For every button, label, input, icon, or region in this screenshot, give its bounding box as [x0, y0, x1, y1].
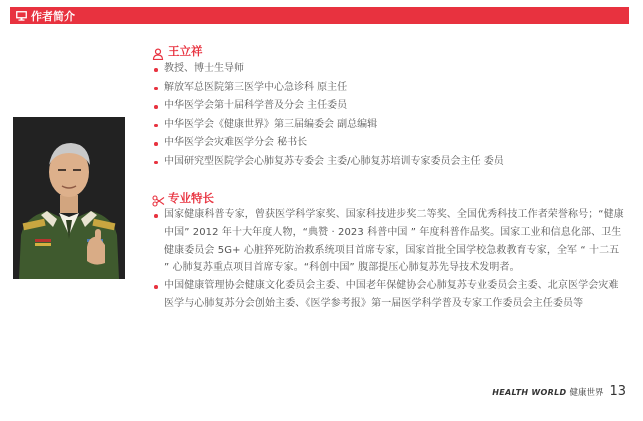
specialty-heading: [152, 190, 214, 206]
specialty-item: 中国健康管理协会健康文化委员会主委、中国老年保健协会心肺复苏专业委员会主委、北京医学会灾难医学与心肺复苏分会创始主委、《医学参考报》第一届医学科学普及专家工作委员会主任委员等: [152, 277, 626, 313]
footer-brand-cn: 健康世界: [569, 388, 604, 398]
section-header-bar: [10, 7, 629, 24]
person-icon: [152, 45, 164, 57]
author-name-row: [152, 43, 203, 59]
footer-brand: HEALTH WORLD: [492, 388, 567, 397]
section-title: 作者简介: [31, 9, 75, 23]
role-item: 中国研究型医院学会心肺复苏专委会 主委/心肺复苏培训专家委员会主任 委员: [152, 153, 504, 172]
role-item: 中华医学会灾难医学分会 秘书长: [152, 134, 504, 153]
specialty-list: [152, 206, 626, 313]
role-item: 解放军总医院第三医学中心急诊科 原主任: [152, 79, 504, 98]
page-number: 13: [609, 384, 626, 399]
specialty-item: 国家健康科普专家，曾获医学科学家奖、国家科技进步奖二等奖、全国优秀科技工作者荣誉称号；“健康中国” 2012 年十大年度人物，“典赞 · 2023 科普中国 ” 年度科普作品奖。国家工业和信息化部、卫生健康委员会 5G+ 心脏猝死防治救系统项目首席专家，国家首批全国学校急救教育专家，全军 “ 十二五 ” 心肺复苏重点项目首席专家。“科创中国” 腹部提压心肺复苏先导技术发明者。: [152, 206, 626, 277]
author-name: 王立祥: [168, 44, 203, 58]
role-item: 教授、博士生导师: [152, 60, 504, 79]
author-roles-list: [152, 60, 504, 172]
page-footer: [492, 384, 626, 399]
scissors-icon: [152, 192, 164, 204]
role-item: 中华医学会《健康世界》第三届编委会 副总编辑: [152, 116, 504, 135]
monitor-icon: [14, 7, 28, 24]
author-photo: [13, 117, 125, 279]
role-item: 中华医学会第十届科学普及分会 主任委员: [152, 97, 504, 116]
specialty-title: 专业特长: [168, 191, 214, 205]
